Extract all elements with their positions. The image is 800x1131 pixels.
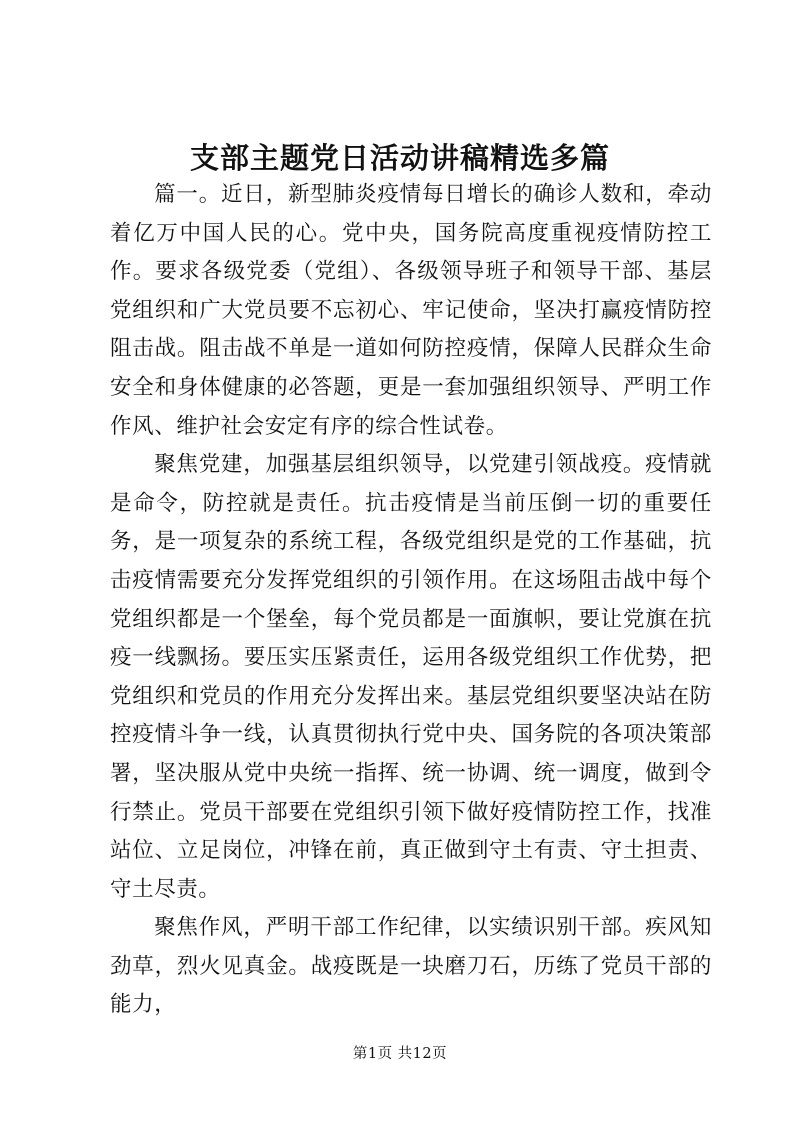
paragraph-1: 篇一。近日，新型肺炎疫情每日增长的确诊人数和，牵动着亿万中国人民的心。党中央，国务院高度重视疫情防控工作。要求各级党委（党组）、各级领导班子和领导干部、基层党组织和广大党员要不忘初心、牢记使命，坚决打赢疫情防控阻击战。阻击战不单是一道如何防控疫情，保障人民群众生命安全和身体健康的必答题，更是一套加强组织领导、严明工作作风、维护社会安定有序的综合性试卷。 (110, 182, 712, 439)
page-number-footer: 第1页 共12页 (352, 1046, 448, 1062)
document-body (110, 176, 712, 1025)
document-title: 支部主题党日活动讲稿精选多篇 (189, 141, 610, 175)
paragraph-2: 聚焦党建，加强基层组织领导，以党建引领战疫。疫情就是命令，防控就是责任。抗击疫情是当前压倒一切的重要任务，是一项复杂的系统工程，各级党组织是党的工作基础，抗击疫情需要充分发挥党组织的引领作用。在这场阻击战中每个党组织都是一个堡垒，每个党员都是一面旗帜，要让党旗在抗疫一线飘扬。要压实压紧责任，运用各级党组织工作优势，把党组织和党员的作用充分发挥出来。基层党组织要坚决站在防控疫情斗争一线，认真贯彻执行党中央、国务院的各项决策部署，坚决服从党中央统一指挥、统一协调、统一调度，做到令行禁止。党员干部要在党组织引领下做好疫情防控工作，找准站位、立足岗位，冲锋在前，真正做到守土有责、守土担责、守土尽责。 (110, 452, 712, 902)
paragraph-3: 聚焦作风，严明干部工作纪律，以实绩识别干部。疾风知劲草，烈火见真金。战疫既是一块磨刀石，历练了党员干部的能力， (110, 915, 712, 1018)
